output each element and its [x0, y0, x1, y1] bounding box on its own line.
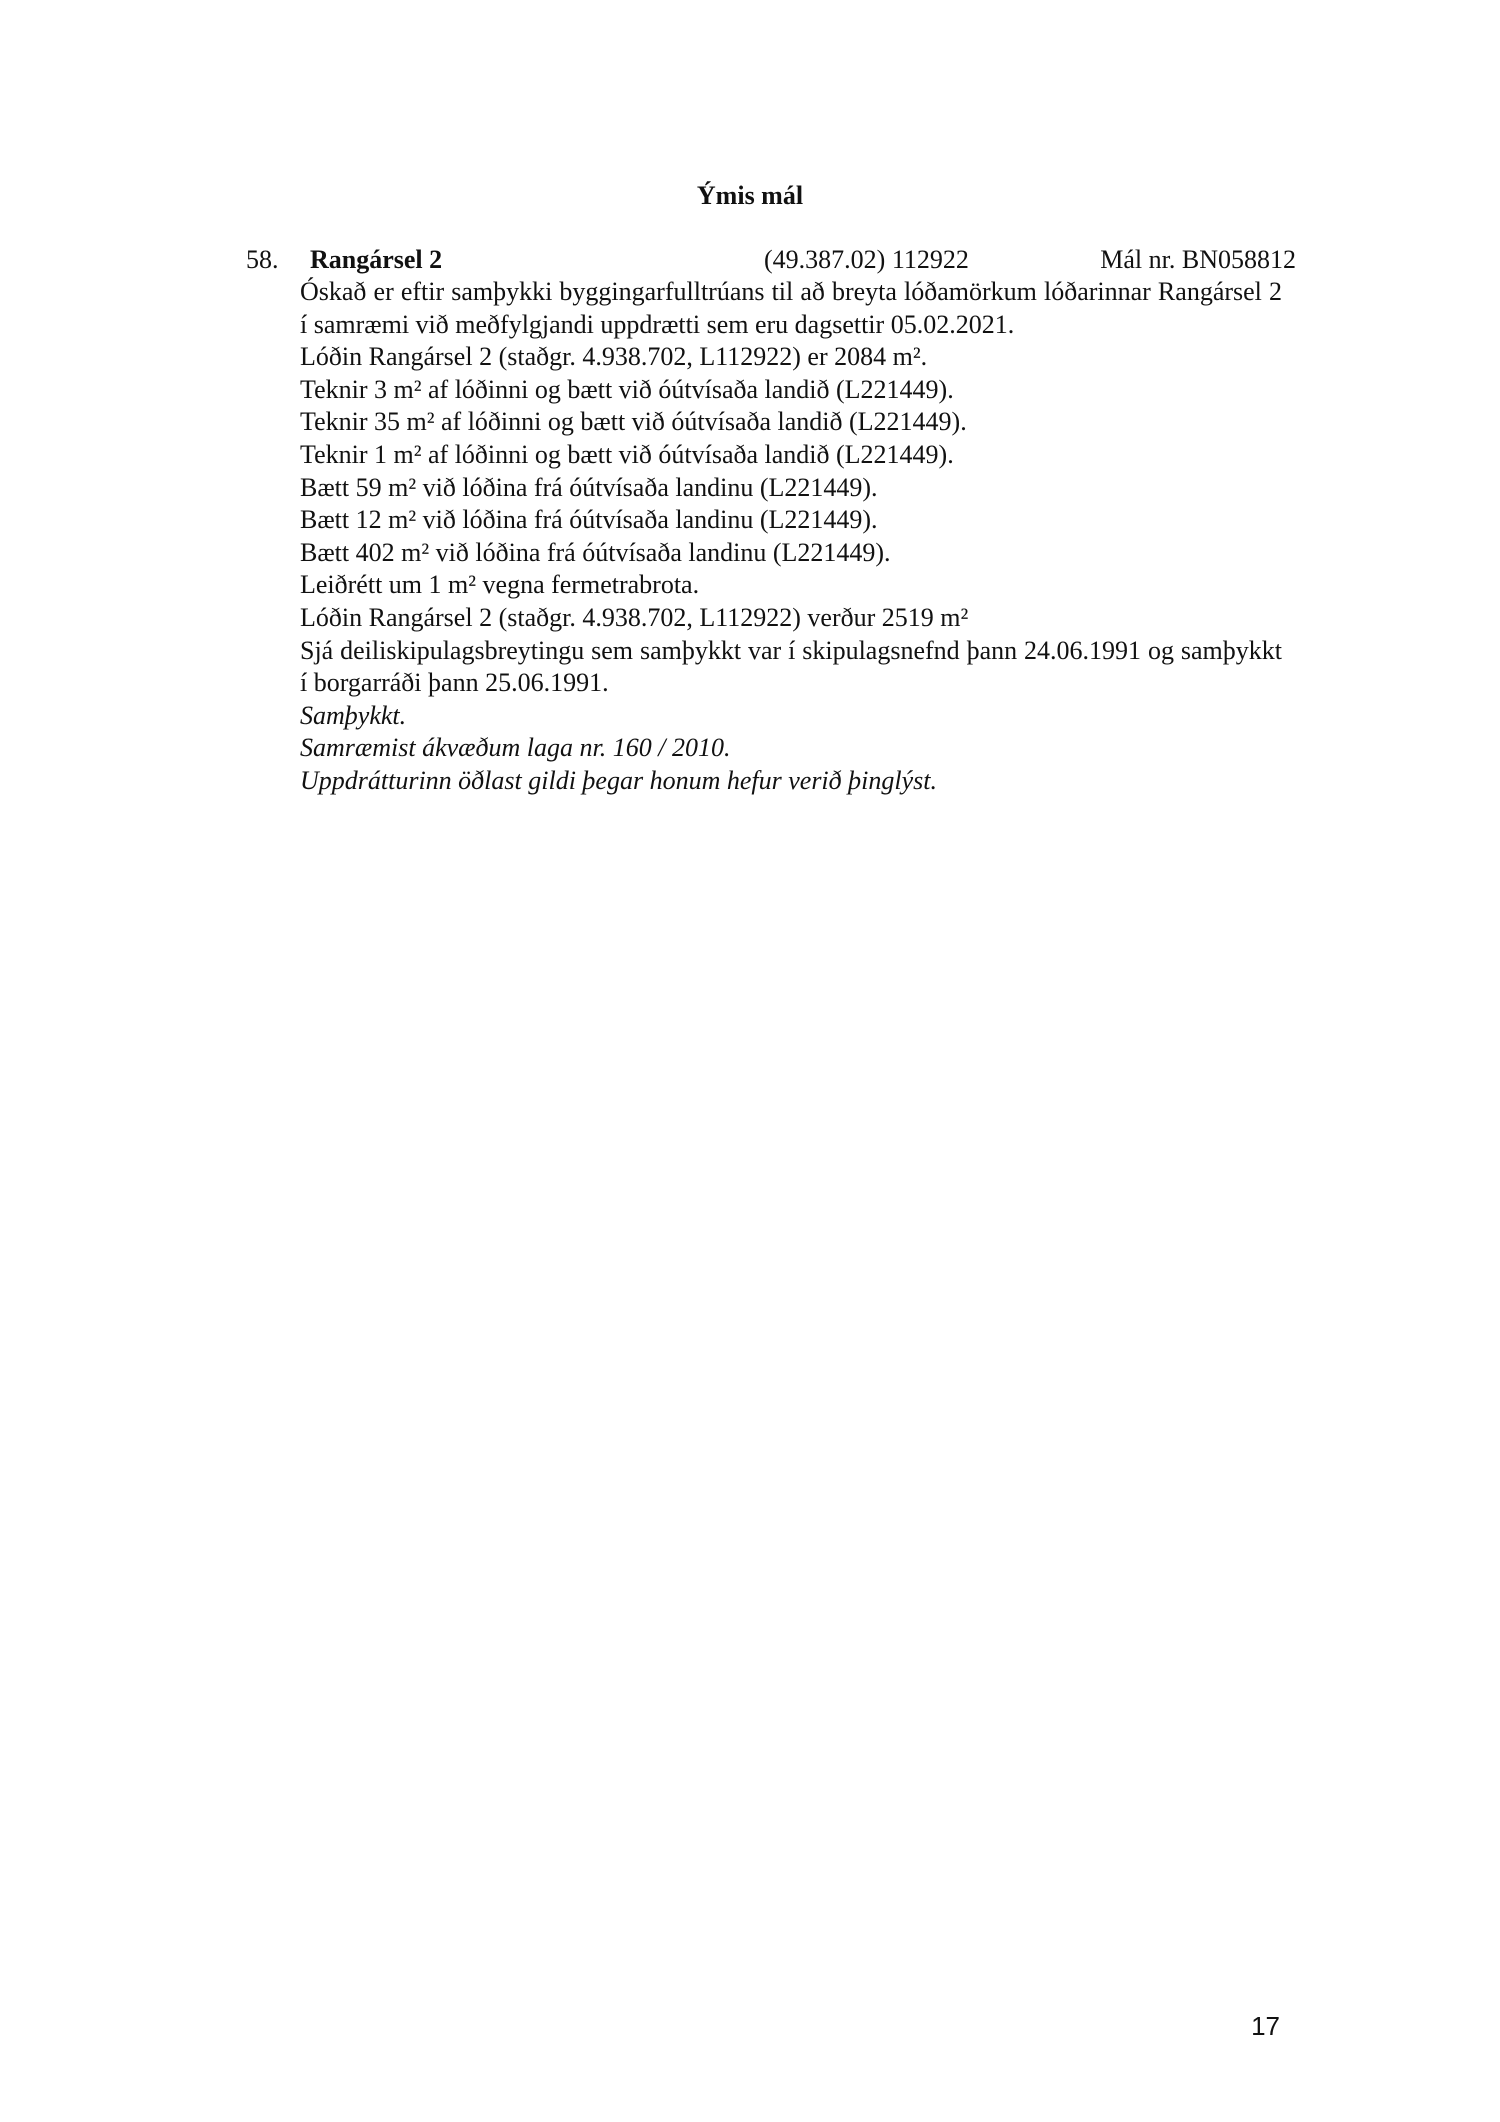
- case-paragraph: Bætt 59 m² við lóðina frá óútvísaða landinu (L221449).: [300, 472, 878, 502]
- case-land-number: (49.387.02) 112922: [764, 245, 969, 274]
- case-header: [246, 244, 1296, 276]
- decision-approved: Samþykkt.: [300, 700, 407, 730]
- case-paragraph: Teknir 1 m² af lóðinni og bætt við óútvísaða landið (L221449).: [300, 439, 954, 469]
- case-paragraph: Lóðin Rangársel 2 (staðgr. 4.938.702, L112922) er 2084 m².: [300, 342, 928, 372]
- case-paragraph: Leiðrétt um 1 m² vegna fermetrabrota.: [300, 570, 700, 600]
- case-paragraph: Teknir 3 m² af lóðinni og bætt við óútvísaða landið (L221449).: [300, 374, 954, 404]
- case-reference: Mál nr. BN058812: [1100, 245, 1296, 274]
- decision-law-reference: Samræmist ákvæðum laga nr. 160 / 2010.: [300, 733, 731, 763]
- case-address: Rangársel 2: [310, 245, 443, 274]
- case-paragraph: Bætt 12 m² við lóðina frá óútvísaða landinu (L221449).: [300, 505, 878, 535]
- decision-registration-note: Uppdrátturinn öðlast gildi þegar honum hefur verið þinglýst.: [300, 765, 937, 795]
- page-heading: Ýmis mál: [696, 181, 804, 210]
- case-paragraph: Lóðin Rangársel 2 (staðgr. 4.938.702, L112922) verður 2519 m²: [300, 602, 969, 632]
- case-body: [300, 276, 1282, 798]
- case-paragraph: Óskað er eftir samþykki byggingarfulltrúans til að breyta lóðamörkum lóðarinnar Rangársel 2 í samræmi við meðfylgjandi uppdrætti sem eru dagsettir 05.02.2021.: [300, 277, 1282, 339]
- case-paragraph: Bætt 402 m² við lóðina frá óútvísaða landinu (L221449).: [300, 537, 891, 567]
- case-number: 58.: [246, 245, 279, 274]
- page-number: 17: [1251, 2011, 1280, 2041]
- case-paragraph: Teknir 35 m² af lóðinni og bætt við óútvísaða landið (L221449).: [300, 407, 967, 437]
- case-paragraph: Sjá deiliskipulagsbreytingu sem samþykkt var í skipulagsnefnd þann 24.06.1991 og samþykkt í borgarráði þann 25.06.1991.: [300, 635, 1282, 698]
